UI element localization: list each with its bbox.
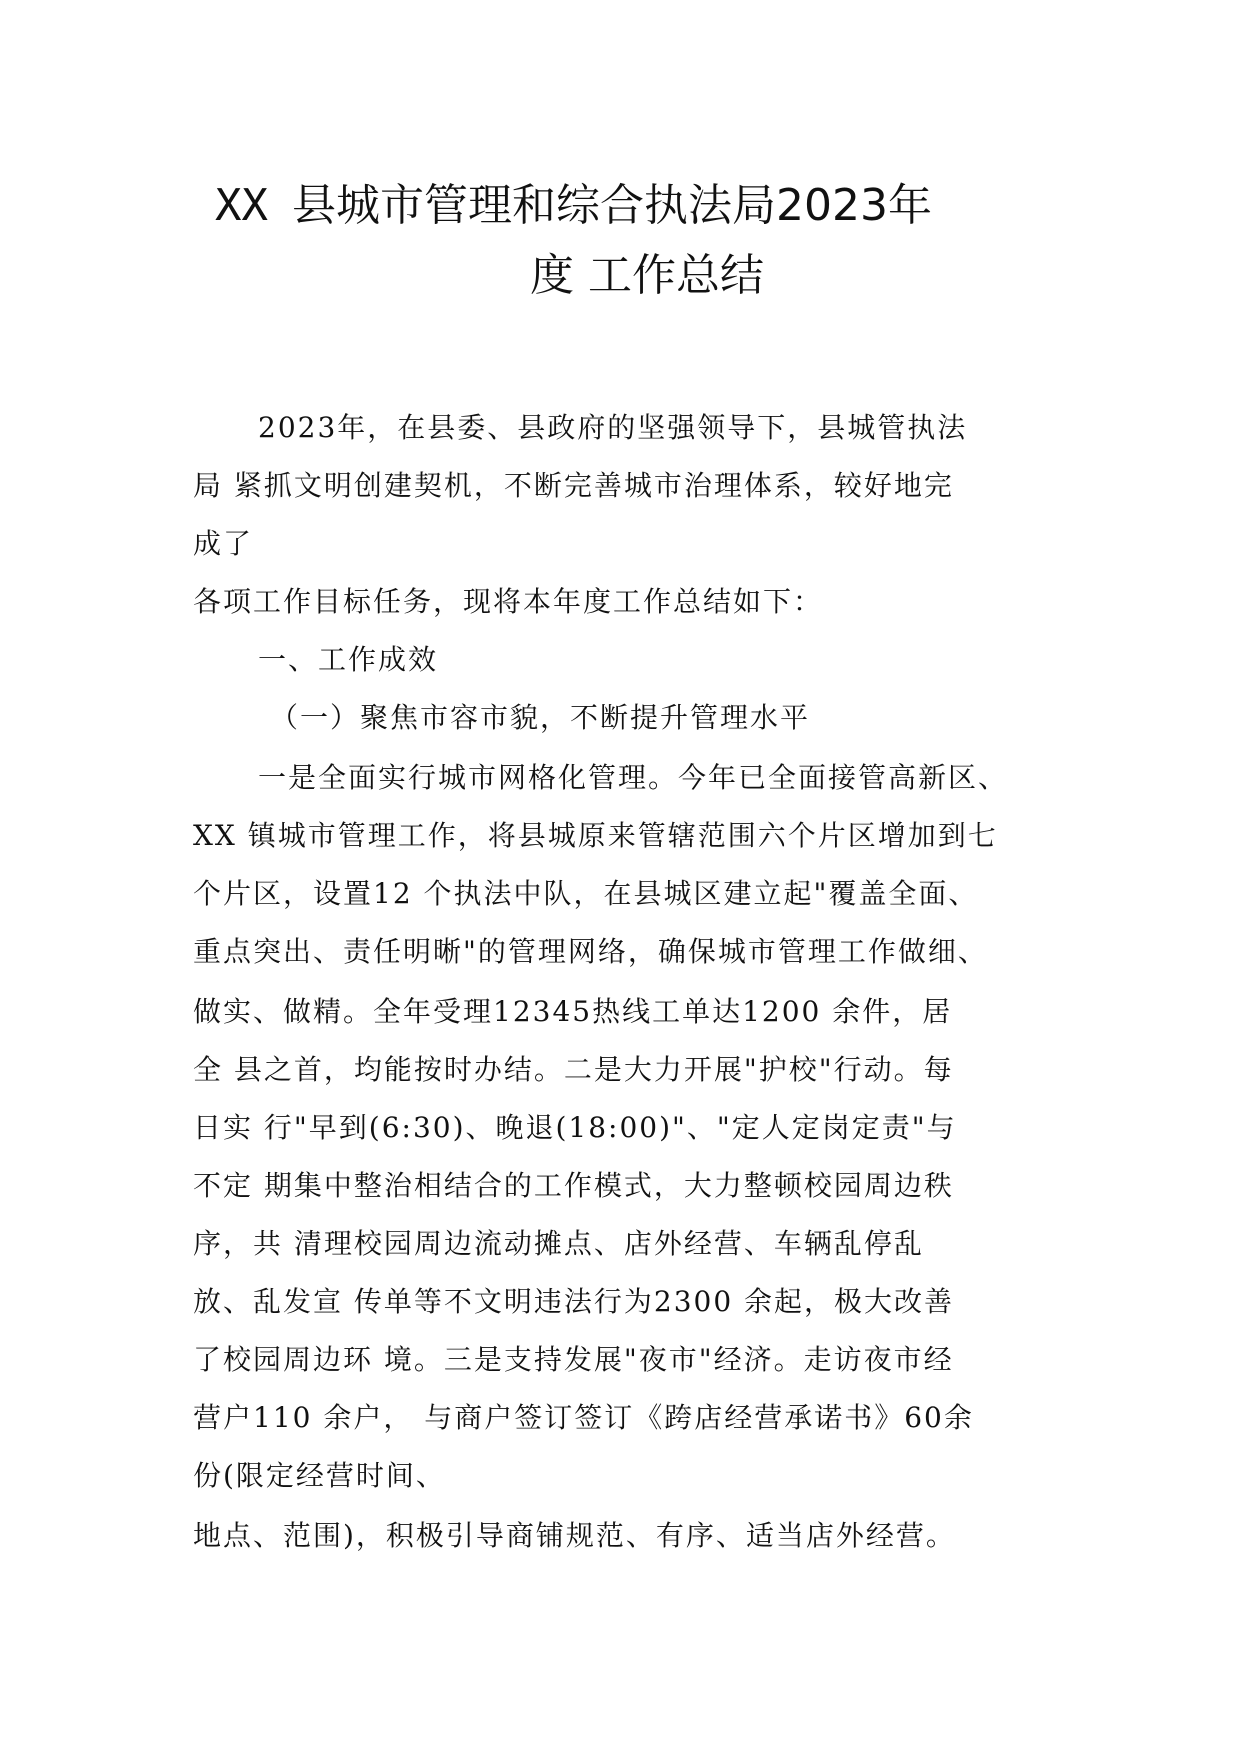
body-line: 序，共 清理校园周边流动摊点、店外经营、车辆乱停乱 <box>193 1227 924 1260</box>
body-line: 成了 <box>193 527 254 560</box>
body-line: XX 镇城市管理工作，将县城原来管辖范围六个片区增加到七 <box>193 819 998 852</box>
body-line: 做实、做精。全年受理12345热线工单达1200 余件，居 <box>193 995 953 1028</box>
body-line: 不定 期集中整治相结合的工作模式，大力整顿校园周边秩 <box>193 1169 954 1202</box>
body-line: 各项工作目标任务，现将本年度工作总结如下： <box>193 585 824 618</box>
subsection-heading: （一）聚焦市容市貌，不断提升管理水平 <box>270 701 811 734</box>
body-line: 营户110 余户， 与商户签订签订《跨店经营承诺书》60余 <box>193 1401 974 1434</box>
body-line: 日实 行"早到(6:30)、晚退(18:00)"、"定人定岗定责"与 <box>193 1111 957 1144</box>
body-line: 2023年，在县委、县政府的坚强领导下，县城管执法 <box>258 411 968 444</box>
title-text: 县城市管理和综合执法局2023年 <box>291 180 932 231</box>
body-line: 份(限定经营时间、 <box>193 1459 446 1492</box>
body-line: 个片区，设置12 个执法中队，在县城区建立起"覆盖全面、 <box>193 877 979 910</box>
body-line: 了校园周边环 境。三是支持发展"夜市"经济。走访夜市经 <box>193 1343 954 1376</box>
document-title-line-1 <box>215 178 932 234</box>
body-line: 地点、范围)，积极引导商铺规范、有序、适当店外经营。 <box>193 1519 956 1552</box>
body-line: 全 县之首，均能按时办结。二是大力开展"护校"行动。每 <box>193 1053 954 1086</box>
title-prefix: XX <box>215 180 268 231</box>
body-line: 重点突出、责任明晰"的管理网络，确保城市管理工作做细、 <box>193 935 988 968</box>
document-title-line-2: 度 工作总结 <box>530 250 764 301</box>
section-heading: 一、工作成效 <box>258 643 439 676</box>
body-line: 放、乱发宣 传单等不文明违法行为2300 余起，极大改善 <box>193 1285 955 1318</box>
body-line: 一是全面实行城市网格化管理。今年已全面接管高新区、 <box>258 761 1009 794</box>
body-line: 局 紧抓文明创建契机，不断完善城市治理体系，较好地完 <box>193 469 954 502</box>
